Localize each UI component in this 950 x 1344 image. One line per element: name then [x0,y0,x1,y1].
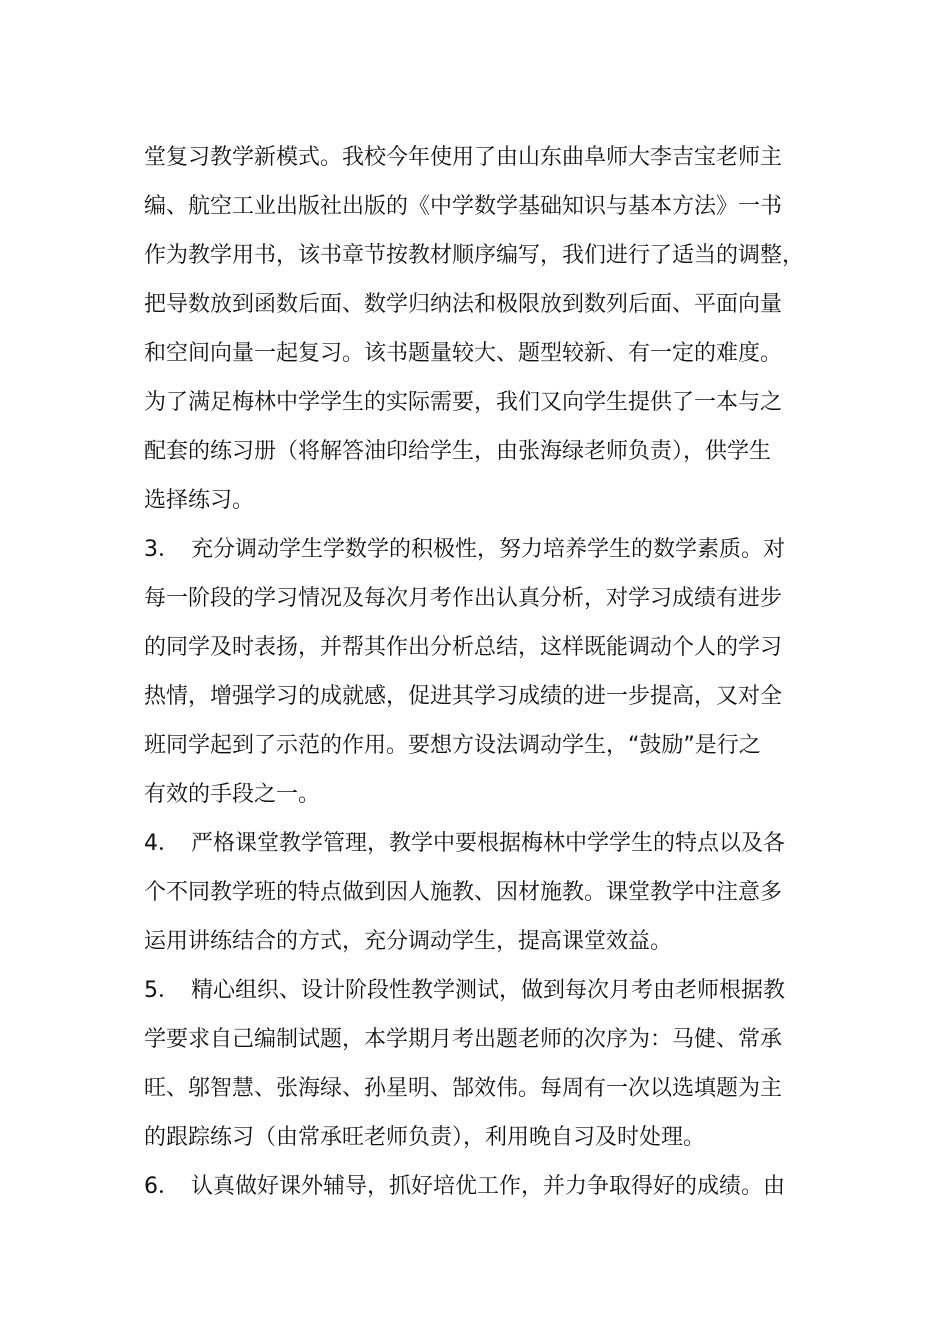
text-line: 和空间向量一起复习。该书题量较大、题型较新、有一定的难度。 [144,341,783,366]
paragraph-4-start: 4． 严格课堂教学管理，教学中要根据梅林中学学生的特点以及各 [144,831,785,856]
text-line: 班同学起到了示范的作用。要想方设法调动学生，“鼓励”是行之 [144,733,761,758]
paragraph-6-start: 6． 认真做好课外辅导，抓好培优工作，并力争取得好的成绩。由 [144,1174,785,1199]
text-line: 有效的手段之一。 [144,782,321,807]
text-line: 热情，增强学习的成就感，促进其学习成绩的进一步提高，又对全 [144,684,783,709]
document-body [144,133,844,1211]
text-line: 运用讲练结合的方式，充分调动学生，提高课堂效益。 [144,929,673,954]
text-line: 配套的练习册（将解答油印给学生，由张海绿老师负责），供学生 [144,439,772,464]
text-line: 旺、邬智慧、张海绿、孙星明、郜效伟。每周有一次以选填题为主 [144,1076,783,1101]
text-line: 的跟踪练习（由常承旺老师负责），利用晚自习及时处理。 [144,1125,706,1150]
text-line: 每一阶段的学习情况及每次月考作出认真分析，对学习成绩有进步 [144,586,783,611]
text-line: 为了满足梅林中学学生的实际需要，我们又向学生提供了一本与之 [144,390,783,415]
text-line: 编、航空工业出版社出版的《中学数学基础知识与基本方法》一书 [144,194,783,219]
text-line: 作为教学用书，该书章节按教材顺序编写，我们进行了适当的调整， [144,243,805,268]
paragraph-5-start: 5． 精心组织、设计阶段性教学测试，做到每次月考由老师根据教 [144,978,785,1003]
text-line: 把导数放到函数后面、数学归纳法和极限放到数列后面、平面向量 [144,292,783,317]
text-line: 的同学及时表扬，并帮其作出分析总结，这样既能调动个人的学习 [144,635,783,660]
text-line: 选择练习。 [144,488,255,513]
text-line: 堂复习教学新模式。我校今年使用了由山东曲阜师大李吉宝老师主 [144,145,783,170]
text-line: 个不同教学班的特点做到因人施教、因材施教。课堂教学中注意多 [144,880,783,905]
text-line: 学要求自己编制试题，本学期月考出题老师的次序为：马健、常承 [144,1027,783,1052]
paragraph-3-start: 3． 充分调动学生学数学的积极性，努力培养学生的数学素质。对 [144,537,785,562]
